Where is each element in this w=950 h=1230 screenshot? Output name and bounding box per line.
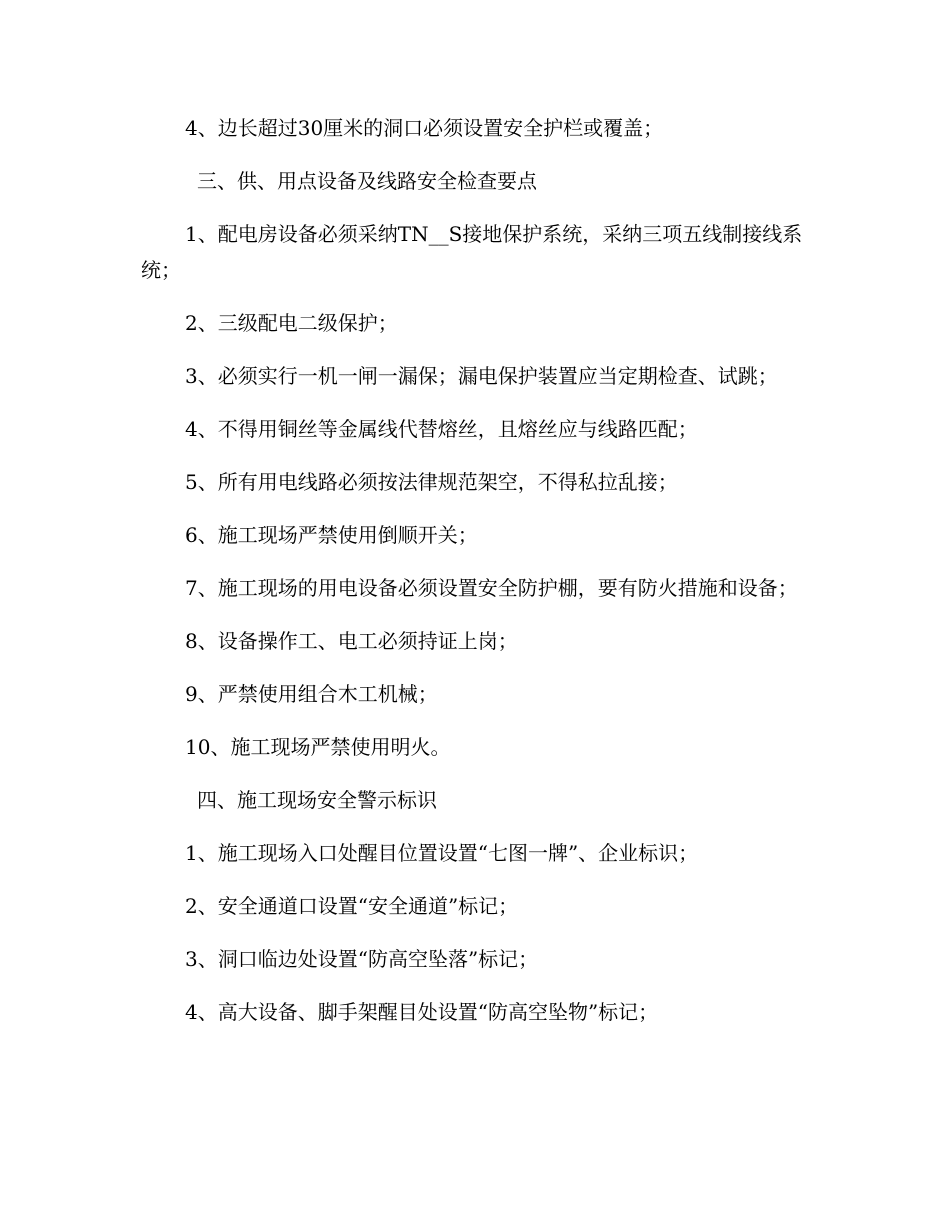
paragraph-safety-passage: 2、安全通道口设置“安全通道”标记； xyxy=(185,894,519,918)
paragraph-overhead-lines: 5、所有用电线路必须按法律规范架空，不得私拉乱接； xyxy=(185,470,678,494)
section-heading-power-inspection: 三、供、用点设备及线路安全检查要点 xyxy=(197,169,537,193)
paragraph-leakage-protection: 3、必须实行一机一闸一漏保；漏电保护装置应当定期检查、试跳； xyxy=(185,364,778,388)
paragraph-certified-operators: 8、设备操作工、电工必须持证上岗； xyxy=(185,629,518,653)
paragraph-fall-prevention: 3、洞口临边处设置“防高空坠落”标记； xyxy=(185,947,539,971)
paragraph-entrance-signage: 1、施工现场入口处醒目位置设置“七图一牌”、企业标识； xyxy=(185,841,699,865)
paragraph-three-level-distribution: 2、三级配电二级保护； xyxy=(185,311,398,335)
document-body xyxy=(141,110,809,1047)
paragraph-protective-shed: 7、施工现场的用电设备必须设置安全防护棚，要有防火措施和设备； xyxy=(185,576,798,600)
paragraph-open-fire: 10、施工现场严禁使用明火。 xyxy=(185,735,451,759)
paragraph-woodworking-machinery: 9、严禁使用组合木工机械； xyxy=(185,682,438,706)
section-heading-warning-signs: 四、施工现场安全警示标识 xyxy=(197,788,437,812)
paragraph-grounding-system: 1、配电房设备必须采纳TN__S接地保护系统，采纳三项五线制接线系统； xyxy=(141,222,803,282)
paragraph-falling-objects: 4、高大设备、脚手架醒目处设置“防高空坠物”标记； xyxy=(185,1000,659,1024)
paragraph-fuse-wire: 4、不得用铜丝等金属线代替熔丝，且熔丝应与线路匹配； xyxy=(185,417,698,441)
paragraph-hole-guardrail: 4、边长超过30厘米的洞口必须设置安全护栏或覆盖； xyxy=(185,116,664,140)
paragraph-reversing-switch: 6、施工现场严禁使用倒顺开关； xyxy=(185,523,478,547)
